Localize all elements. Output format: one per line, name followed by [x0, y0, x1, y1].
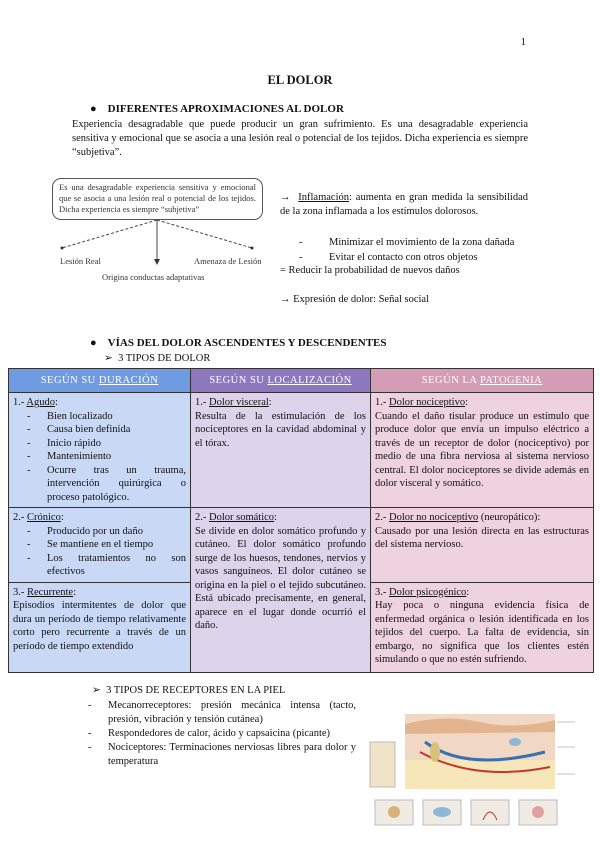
list-item: - Nociceptores: Terminaciones nerviosas libres para dolor y temperatura: [88, 741, 356, 769]
list-item: - Evitar el contacto con otros objetos: [299, 250, 514, 265]
heading-text: VÍAS DEL DOLOR ASCENDENTES Y DESCENDENTES: [107, 337, 387, 349]
subheading: ➢ 3 TIPOS DE RECEPTORES EN LA PIEL: [92, 685, 286, 696]
diagram-left: Lesión Real: [60, 256, 101, 266]
cell-recurrente: 3.- Recurrente: Episodios intermitentes de dolor que dura un período de tiempo relativamente corto pero recurrente a través de un período de tiempo extendido: [9, 582, 191, 672]
list-item: - Respondedores de calor, ácido y capsaicina (picante): [88, 727, 356, 741]
cell-somatico: 2.- Dolor somático: Se divide en dolor somático profundo y cutáneo. El dolor somático profundo surge de los huesos, tendones, nervios y vasos sanguíneos. El dolor cutáneo se origina en la piel o el tejido subcutáneo. Está ubicado precisamente, en general, aparece en el lugar donde ocurrió el daño.: [191, 508, 371, 673]
cell-nociceptivo: 1.- Dolor nociceptivo: Cuando el daño tisular produce un estímulo que produce dolor que envía un impulso eléctrico a través de un receptor de dolor (nociceptivo) por medio de una fibra nerviosa al sistema nervioso central. El dolor nociceptores se divide además en dolor visceral y somático.: [371, 393, 594, 508]
list-item: - Minimizar el movimiento de la zona dañada: [299, 235, 514, 250]
arrow-icon: →: [280, 192, 291, 203]
cell-cronico: 2.- Crónico: - Producido por un daño - Se mantiene en el tiempo - Los tratamientos no son efectivos: [9, 508, 191, 583]
expresion-text: → Expresión de dolor: Señal social: [280, 294, 430, 305]
inflamacion-list: [285, 235, 514, 265]
intro-paragraph: Experiencia desagradable que puede producir un gran sufrimiento. Es una desagradable experiencia sensitiva y emocional que se asocia a una lesión real o potencial de los tejidos. Dicha experiencia es siempre “subjetiva”.: [72, 119, 528, 158]
skin-receptors-illustration: [365, 712, 580, 832]
list-item: - Mecanorreceptores: presión mecánica intensa (tacto, presión, vibración y tensión cutánea): [88, 699, 356, 727]
header-patogenia: SEGÚN LA PATOGENIA: [371, 369, 594, 393]
inflamacion-term: Inflamación: [298, 192, 349, 203]
cell-visceral: 1.- Dolor visceral: Resulta de la estimulación de los nociceptores en la cavidad abdominal y el tórax.: [191, 393, 371, 508]
diagram-bottom: Origina conductas adaptativas: [102, 272, 205, 282]
subheading-text: 3 TIPOS DE DOLOR: [118, 353, 211, 364]
cell-psicogenico: 3.- Dolor psicogénico: Hay poca o ninguna evidencia física de enfermedad orgánica o lesión identificada en los tejidos del cuerpo. La falta de evidencia, sin embargo, no significa que los clientes estén simulando o que no estén sufriendo.: [371, 582, 594, 672]
diagram-right: Amenaza de Lesión: [194, 256, 262, 266]
cell-agudo: 1.- Agudo: - Bien localizado - Causa bien definida - Inicio rápido - Mantenimiento - Ocurre tras un trauma, intervención quirúrgica o proceso patológico.: [9, 393, 191, 508]
diagram-box: Es una desagradable experiencia sensitiva y emocional que se asocia a una lesión real o potencial de los tejidos. Dicha experiencia es siempre “subjetiva”: [52, 178, 263, 220]
pain-types-table: [8, 368, 594, 673]
subheading-text: 3 TIPOS DE RECEPTORES EN LA PIEL: [106, 685, 286, 696]
cell-no-nociceptivo: 2.- Dolor no nociceptivo (neuropático): Causado por una lesión directa en las estructuras del sistema nervioso.: [371, 508, 594, 583]
header-duracion: SEGÚN SU DURACIÓN: [9, 369, 191, 393]
page-title: EL DOLOR: [267, 73, 333, 87]
inflamacion-desc: : aumenta en gran medida la sensibilidad de la zona inflamada a los estímulos dolorosos.: [280, 192, 528, 217]
receptor-list: [78, 699, 356, 769]
subheading: ➢ 3 TIPOS DE DOLOR: [104, 353, 211, 364]
section-heading: ● VÍAS DEL DOLOR ASCENDENTES Y DESCENDENTES: [90, 337, 387, 349]
heading-text: DIFERENTES APROXIMACIONES AL DOLOR: [107, 103, 344, 115]
inflamacion-result: = Reducir la probabilidad de nuevos daños: [280, 265, 460, 276]
section-heading: ● DIFERENTES APROXIMACIONES AL DOLOR: [90, 103, 344, 115]
inflamacion-text: [280, 191, 528, 219]
page-number: 1: [520, 36, 526, 48]
header-localizacion: SEGÚN SU LOCALIZACIÓN: [191, 369, 371, 393]
